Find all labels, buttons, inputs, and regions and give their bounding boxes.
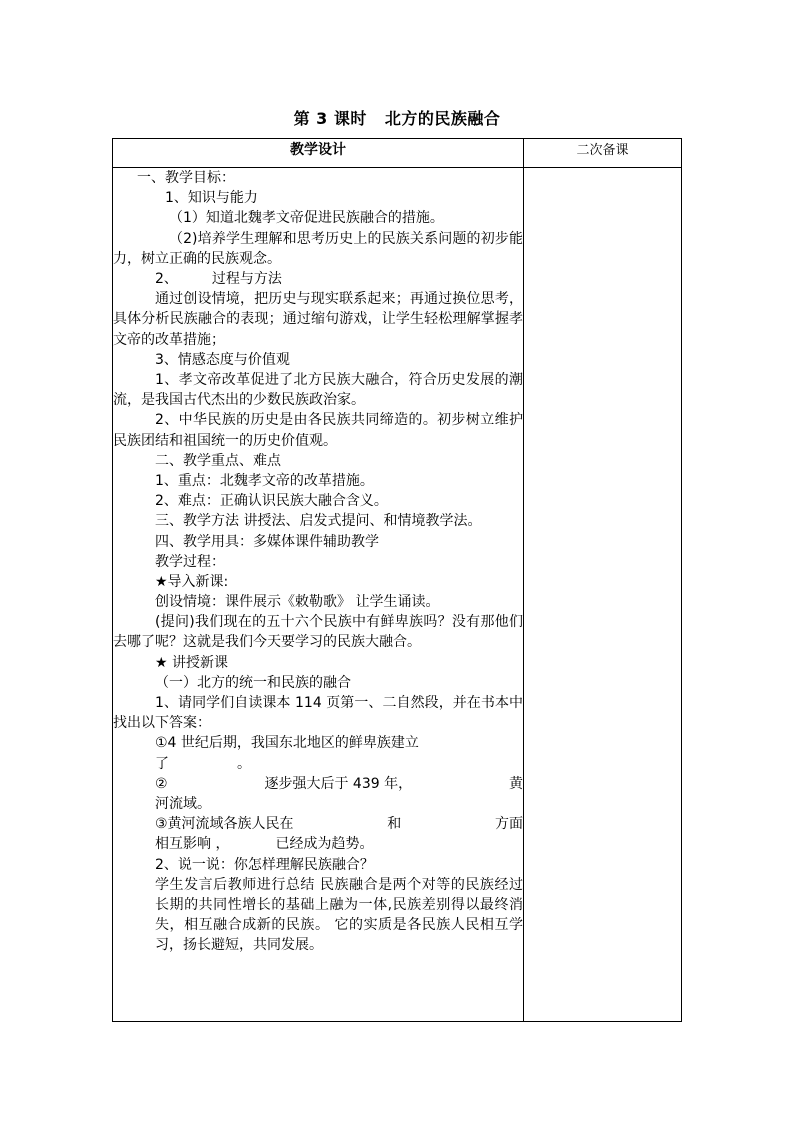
emotion-item-2: 2、中华民族的历史是由各民族共同缔造的。初步树立维护民族团结和祖国统一的历史价值观。 [113, 412, 523, 449]
lesson-plan-table [112, 138, 682, 1022]
lesson-name: 北方的民族融合 [384, 109, 501, 128]
question-3-and: 和 [387, 816, 402, 833]
teaching-methods: 三、教学方法 讲授法、启发式提问、和情境教学法。 [155, 513, 482, 530]
question-2-continuation: 河流域。 [155, 796, 211, 813]
question-2-text: 逐步强大后于 439 年， [264, 775, 413, 792]
question-3-aspect: 方面 [495, 816, 523, 833]
knowledge-item-2: （2)培养学生理解和思考历史上的民族关系问题的初步能力，树立正确的民族观念。 [113, 230, 523, 267]
question-2-end: 黄 [509, 775, 523, 792]
question-1-line-2 [113, 754, 523, 774]
question-1-prefix: 了 [155, 755, 169, 772]
teaching-tools: 四、教学用具：多媒体课件辅助教学 [155, 533, 379, 550]
reading-task: 1、请同学们自读课本 114 页第一、二自然段，并在书本中找出以下答案： [113, 695, 523, 732]
question-1-suffix: 。 [237, 755, 251, 772]
question-2-line-1 [113, 774, 523, 794]
question-1-text: ①4 世纪后期，我国东北地区的鲜卑族建立 [155, 735, 419, 752]
goals-heading: 一、教学目标： [137, 170, 235, 186]
second-prep-cell[interactable] [524, 168, 682, 1022]
second-prep-header: 二次备课 [524, 139, 682, 168]
emotion-heading: 3、情感态度与价值观 [155, 351, 290, 368]
intro-heading: ★导入新课: [155, 573, 229, 590]
question-1-line-1 [113, 733, 523, 753]
new-lesson-heading: ★ 讲授新课 [155, 654, 229, 671]
process-label-line: 教学过程： [155, 553, 225, 570]
lesson-number: 第 3 课时 [293, 109, 367, 128]
question-3-line-2 [113, 834, 523, 854]
knowledge-item-1: （1）知道北魏孝文帝促进民族融合的措施。 [169, 210, 444, 227]
section-one-heading: （一）北方的统一和民族的融合 [155, 674, 351, 691]
process-number: 2、 [155, 270, 178, 287]
discussion-question: 2、说一说：你怎样理解民族融合？ [155, 856, 374, 873]
process-text: 通过创设情境，把历史与现实联系起来；再通过换位思考，具体分析民族融合的表现；通过缩句游戏，让学生轻松理解掌握孝文帝的改革措施； [113, 291, 523, 348]
key-point: 1、重点：北魏孝文帝的改革措施。 [155, 472, 374, 489]
teacher-summary: 学生发言后教师进行总结 民族融合是两个对等的民族经过长期的共同性增长的基础上融为一体,民族差别得以最终消失，相互融合成新的民族。 它的实质是各民族人民相互学习，扬长避短，共同发展。 [155, 876, 523, 954]
question-3-text: ③黄河流域各族人民在 [155, 816, 294, 833]
key-points-heading: 二、教学重点、难点 [155, 452, 281, 469]
emotion-item-1: 1、孝文帝改革促进了北方民族大融合，符合历史发展的潮流，是我国古代杰出的少数民族政治家。 [113, 371, 523, 409]
question-3-trend: 已经成为趋势。 [275, 836, 374, 853]
teaching-design-header: 教学设计 [113, 139, 524, 168]
header-row [113, 139, 682, 168]
difficult-point: 2、难点：正确认识民族大融合含义。 [155, 493, 388, 510]
question-2-marker: ② [155, 775, 168, 792]
teaching-design-cell [113, 168, 524, 1022]
knowledge-heading: 1、知识与能力 [165, 190, 258, 207]
question-2-line-2 [113, 794, 523, 814]
page-title [0, 106, 794, 129]
process-heading [113, 269, 523, 289]
question-3-influence: 相互影响 ， [155, 836, 230, 853]
question-3-line-1 [113, 814, 523, 834]
intro-question: (提问)我们现在的五十六个民族中有鲜卑族吗？没有那他们去哪了呢？这就是我们今天要学习的民族大融合。 [113, 614, 523, 651]
content-row [113, 168, 682, 1022]
intro-scenario: 创设情境：课件展示《敕勒歌》 让学生诵读。 [155, 594, 440, 611]
process-label: 过程与方法 [211, 270, 282, 287]
